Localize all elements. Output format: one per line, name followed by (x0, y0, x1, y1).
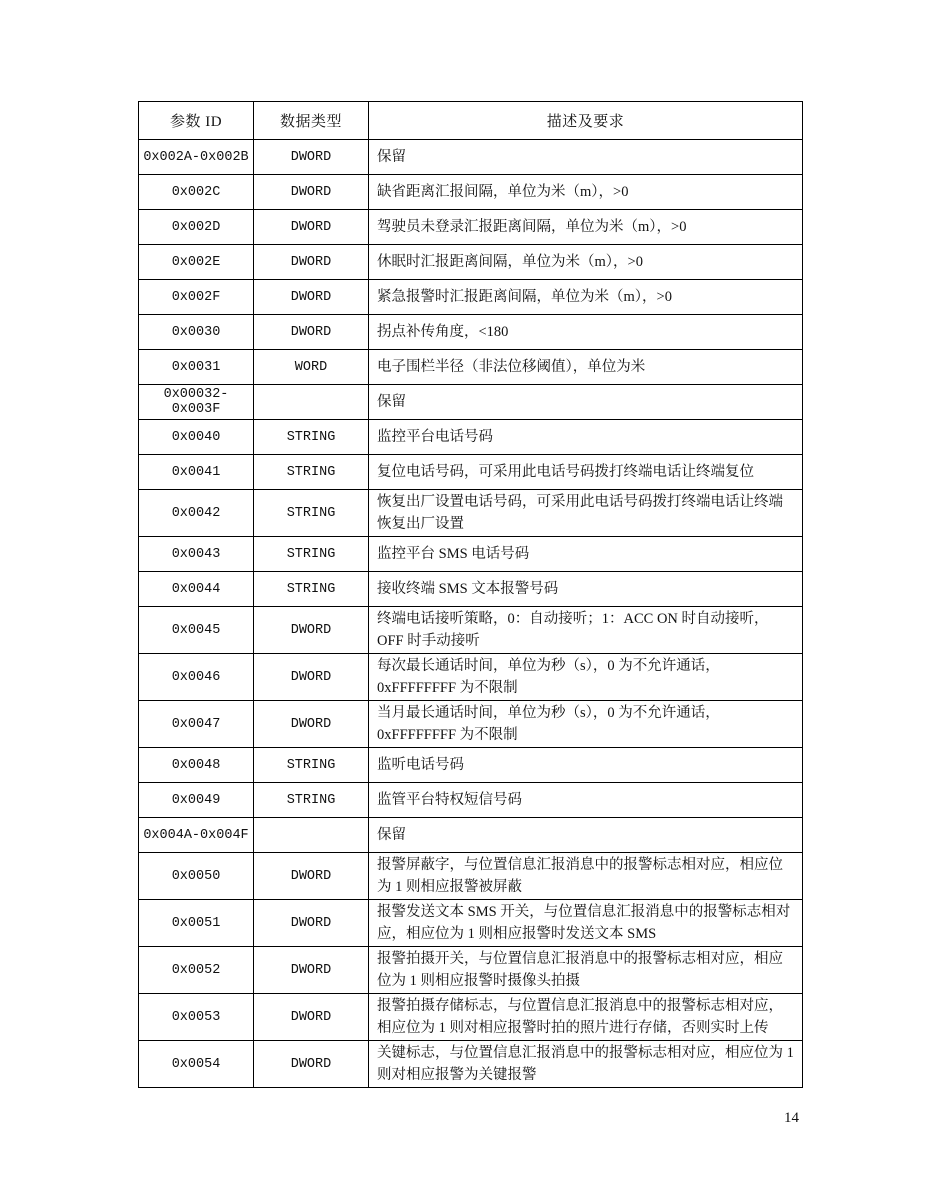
description-cell: 驾驶员未登录汇报距离间隔，单位为米（m），>0 (369, 210, 803, 245)
description-cell: 监控平台 SMS 电话号码 (369, 537, 803, 572)
description-cell: 复位电话号码，可采用此电话号码拨打终端电话让终端复位 (369, 455, 803, 490)
table-row (139, 853, 803, 900)
description-cell: 电子围栏半径（非法位移阈值），单位为米 (369, 350, 803, 385)
param-id-cell: 0x0050 (139, 853, 254, 900)
param-id-cell: 0x002A-0x002B (139, 140, 254, 175)
data-type-cell: STRING (254, 537, 369, 572)
table-row (139, 350, 803, 385)
table-header-row (139, 102, 803, 140)
param-id-cell: 0x0048 (139, 748, 254, 783)
data-type-cell: DWORD (254, 947, 369, 994)
page-number: 14 (784, 1110, 799, 1126)
param-id-cell: 0x0030 (139, 315, 254, 350)
column-header-param-id: 参数 ID (139, 102, 254, 140)
description-cell: 当月最长通话时间，单位为秒（s），0 为不允许通话，0xFFFFFFFF 为不限制 (369, 701, 803, 748)
param-id-cell: 0x002F (139, 280, 254, 315)
data-type-cell (254, 385, 369, 420)
data-type-cell: DWORD (254, 607, 369, 654)
table-row (139, 490, 803, 537)
data-type-cell: DWORD (254, 853, 369, 900)
description-cell: 休眠时汇报距离间隔，单位为米（m），>0 (369, 245, 803, 280)
param-id-cell: 0x0052 (139, 947, 254, 994)
data-type-cell: DWORD (254, 315, 369, 350)
data-type-cell: STRING (254, 748, 369, 783)
table-row (139, 748, 803, 783)
table-row (139, 783, 803, 818)
param-id-cell: 0x002C (139, 175, 254, 210)
data-type-cell: STRING (254, 572, 369, 607)
param-id-cell: 0x002E (139, 245, 254, 280)
data-type-cell: STRING (254, 490, 369, 537)
description-cell: 关键标志，与位置信息汇报消息中的报警标志相对应，相应位为 1 则对相应报警为关键报警 (369, 1041, 803, 1088)
description-cell: 报警屏蔽字，与位置信息汇报消息中的报警标志相对应，相应位为 1 则相应报警被屏蔽 (369, 853, 803, 900)
description-cell: 拐点补传角度，<180 (369, 315, 803, 350)
table-row (139, 455, 803, 490)
parameter-table (138, 101, 803, 1088)
table-row (139, 900, 803, 947)
description-cell: 报警拍摄开关，与位置信息汇报消息中的报警标志相对应，相应位为 1 则相应报警时摄像头拍摄 (369, 947, 803, 994)
data-type-cell (254, 818, 369, 853)
table-row (139, 245, 803, 280)
param-id-cell: 0x0043 (139, 537, 254, 572)
param-id-cell: 0x0042 (139, 490, 254, 537)
data-type-cell: DWORD (254, 245, 369, 280)
data-type-cell: DWORD (254, 701, 369, 748)
table-row (139, 175, 803, 210)
table-row (139, 607, 803, 654)
table-row (139, 701, 803, 748)
param-id-cell: 0x0049 (139, 783, 254, 818)
column-header-data-type: 数据类型 (254, 102, 369, 140)
param-id-cell: 0x0046 (139, 654, 254, 701)
table-row (139, 818, 803, 853)
table-row (139, 385, 803, 420)
description-cell: 监听电话号码 (369, 748, 803, 783)
description-cell: 报警发送文本 SMS 开关，与位置信息汇报消息中的报警标志相对应，相应位为 1 则相应报警时发送文本 SMS (369, 900, 803, 947)
description-cell: 终端电话接听策略，0：自动接听；1：ACC ON 时自动接听，OFF 时手动接听 (369, 607, 803, 654)
data-type-cell: DWORD (254, 654, 369, 701)
description-cell: 恢复出厂设置电话号码，可采用此电话号码拨打终端电话让终端恢复出厂设置 (369, 490, 803, 537)
data-type-cell: STRING (254, 420, 369, 455)
data-type-cell: DWORD (254, 210, 369, 245)
table-row (139, 420, 803, 455)
description-cell: 监管平台特权短信号码 (369, 783, 803, 818)
table-row (139, 315, 803, 350)
data-type-cell: WORD (254, 350, 369, 385)
table-row (139, 572, 803, 607)
param-id-cell: 0x0051 (139, 900, 254, 947)
param-id-cell: 0x0040 (139, 420, 254, 455)
param-id-cell: 0x002D (139, 210, 254, 245)
data-type-cell: STRING (254, 783, 369, 818)
data-type-cell: DWORD (254, 900, 369, 947)
description-cell: 保留 (369, 818, 803, 853)
param-id-cell: 0x0054 (139, 1041, 254, 1088)
data-type-cell: DWORD (254, 994, 369, 1041)
description-cell: 监控平台电话号码 (369, 420, 803, 455)
param-id-cell: 0x00032-0x003F (139, 385, 254, 420)
data-type-cell: DWORD (254, 280, 369, 315)
param-id-cell: 0x0045 (139, 607, 254, 654)
table-row (139, 537, 803, 572)
description-cell: 每次最长通话时间，单位为秒（s），0 为不允许通话，0xFFFFFFFF 为不限制 (369, 654, 803, 701)
description-cell: 报警拍摄存储标志，与位置信息汇报消息中的报警标志相对应，相应位为 1 则对相应报警时拍的照片进行存储，否则实时上传 (369, 994, 803, 1041)
param-id-cell: 0x0041 (139, 455, 254, 490)
table-row (139, 994, 803, 1041)
description-cell: 缺省距离汇报间隔，单位为米（m），>0 (369, 175, 803, 210)
param-id-cell: 0x0047 (139, 701, 254, 748)
table-row (139, 654, 803, 701)
column-header-description: 描述及要求 (369, 102, 803, 140)
table-row (139, 210, 803, 245)
param-id-cell: 0x0044 (139, 572, 254, 607)
table-row (139, 1041, 803, 1088)
param-id-cell: 0x0053 (139, 994, 254, 1041)
data-type-cell: DWORD (254, 1041, 369, 1088)
table-row (139, 947, 803, 994)
description-cell: 保留 (369, 140, 803, 175)
description-cell: 紧急报警时汇报距离间隔，单位为米（m），>0 (369, 280, 803, 315)
param-id-cell: 0x004A-0x004F (139, 818, 254, 853)
table-row (139, 140, 803, 175)
data-type-cell: STRING (254, 455, 369, 490)
data-type-cell: DWORD (254, 175, 369, 210)
description-cell: 接收终端 SMS 文本报警号码 (369, 572, 803, 607)
param-id-cell: 0x0031 (139, 350, 254, 385)
data-type-cell: DWORD (254, 140, 369, 175)
table-row (139, 280, 803, 315)
description-cell: 保留 (369, 385, 803, 420)
